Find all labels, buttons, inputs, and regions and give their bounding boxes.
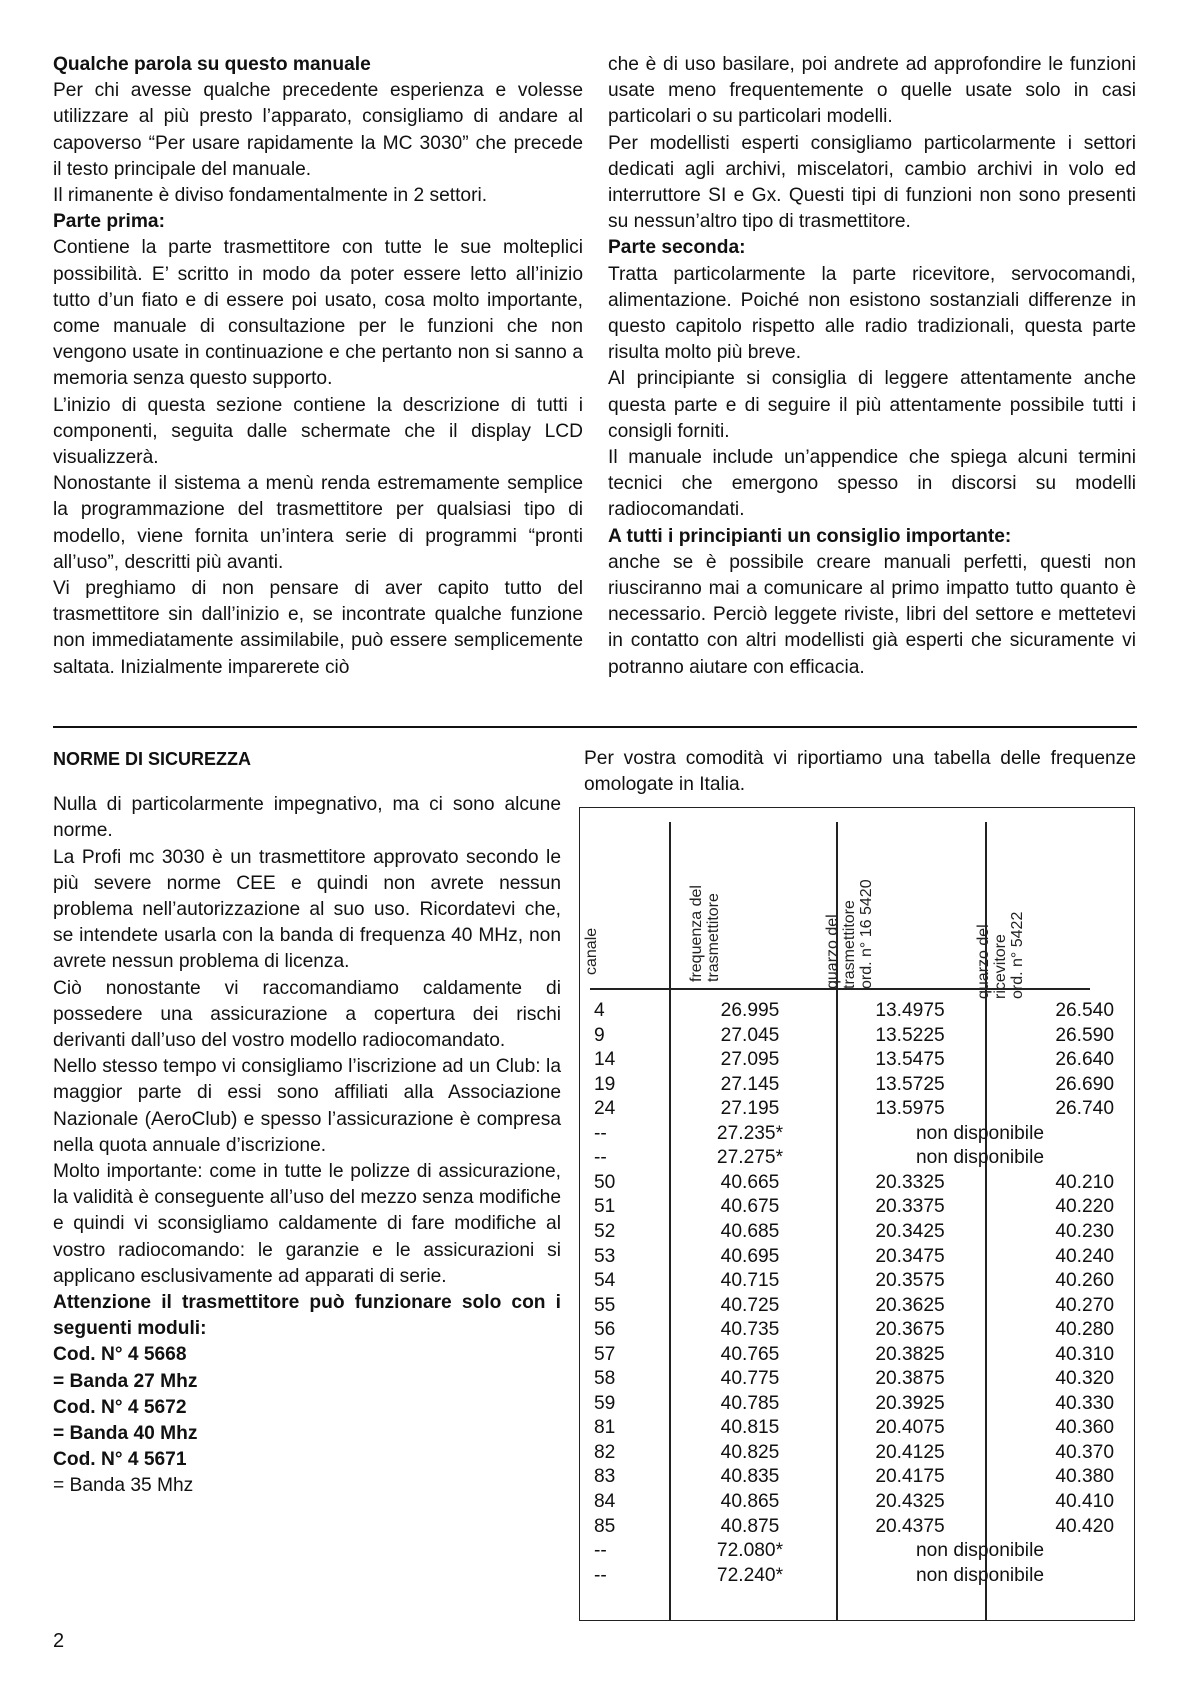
table-row <box>580 1121 1136 1147</box>
table-cell: 40.675 <box>720 1196 780 1218</box>
header-canale: canale <box>583 927 600 975</box>
table-cell: 27.045 <box>720 1024 780 1046</box>
module-code: Cod. N° 4 5672 <box>53 1396 187 1418</box>
table-cell: 20.3575 <box>875 1270 945 1292</box>
module-band: = Banda 35 Mhz <box>53 1475 194 1497</box>
table-cell: 40.240 <box>1055 1245 1114 1267</box>
table-cell: 40.420 <box>1055 1515 1114 1537</box>
table-cell: 20.4125 <box>875 1441 945 1463</box>
part1-paragraph: L’inizio di questa sezione contiene la descrizione di tutti i componenti, seguita dalle schermate che il display LCD visualizzerà. <box>53 394 583 469</box>
table-cell: non disponibile <box>915 1122 1045 1144</box>
frequency-table <box>579 807 1135 1621</box>
table-cell: 40.825 <box>720 1441 780 1463</box>
table-cell: 27.145 <box>720 1073 780 1095</box>
table-cell: 40.230 <box>1055 1220 1114 1242</box>
table-cell: 20.4375 <box>875 1515 945 1537</box>
table-cell: 19 <box>594 1073 616 1095</box>
safety-paragraph: Molto importante: come in tutte le polizze di assicurazione, la validità è conseguente all’uso del mezzo senza modifiche e quindi vi sconsigliamo caldamente di fare modifiche al vostro radiocomando: le garanzie e le assicurazioni si applicano esclusivamente ad apparati di serie. <box>53 1161 561 1287</box>
table-cell: 20.3625 <box>875 1294 945 1316</box>
table-cell: 27.275* <box>716 1147 784 1169</box>
table-cell: 26.690 <box>1055 1073 1114 1095</box>
table-cell: 40.310 <box>1055 1343 1114 1365</box>
module-code: Cod. N° 4 5668 <box>53 1344 187 1366</box>
table-row <box>580 1464 1136 1490</box>
table-cell: 40.210 <box>1055 1171 1114 1193</box>
table-cell: 40.875 <box>720 1515 780 1537</box>
table-cell: 40.270 <box>1055 1294 1114 1316</box>
table-cell: 27.235* <box>716 1122 784 1144</box>
table-cell: non disponibile <box>915 1540 1045 1562</box>
table-cell: 59 <box>594 1392 616 1414</box>
table-row <box>580 1072 1136 1098</box>
part2-heading: Parte seconda: <box>608 237 746 259</box>
module-band: = Banda 40 Mhz <box>53 1423 198 1445</box>
table-row <box>580 1293 1136 1319</box>
table-cell: 40.785 <box>720 1392 780 1414</box>
table-cell: 20.3325 <box>875 1171 945 1193</box>
table-row <box>580 1415 1136 1441</box>
part1-paragraph-continued: che è di uso basilare, poi andrete ad approfondire le funzioni usate meno frequentemente o quelle usate solo in casi particolari o su particolari modelli. <box>608 54 1136 128</box>
table-cell: 26.640 <box>1055 1049 1114 1071</box>
table-cell: 26.740 <box>1055 1098 1114 1120</box>
page-number: 2 <box>53 1630 65 1652</box>
table-cell: 27.095 <box>720 1049 780 1071</box>
intro-column-right <box>608 52 1136 681</box>
table-row <box>580 1514 1136 1540</box>
table-row <box>580 1244 1136 1270</box>
table-row <box>580 1563 1136 1589</box>
table-row <box>580 1219 1136 1245</box>
table-cell: 40.220 <box>1055 1196 1114 1218</box>
table-row <box>580 1489 1136 1515</box>
table-cell: 20.3875 <box>875 1368 945 1390</box>
table-row <box>580 1194 1136 1220</box>
table-row <box>580 1145 1136 1171</box>
table-row <box>580 1538 1136 1564</box>
table-cell: 40.835 <box>720 1466 780 1488</box>
part1-paragraph: Vi preghiamo di non pensare di aver capito tutto del trasmettitore sin dall’inizio e, se incontrate qualche funzione non immediatamente assimilabile, può essere semplicemente saltata. Inizialmente imparerete ciò <box>53 578 583 678</box>
table-cell: 54 <box>594 1270 616 1292</box>
table-cell: 40.685 <box>720 1220 780 1242</box>
safety-section <box>53 746 561 1500</box>
table-cell: 4 <box>594 1000 605 1021</box>
table-cell: -- <box>594 1147 607 1169</box>
table-cell: -- <box>594 1122 607 1144</box>
intro-paragraph: Il rimanente è diviso fondamentalmente in 2 settori. <box>53 185 488 207</box>
table-cell: 20.3825 <box>875 1343 945 1365</box>
section-divider <box>53 726 1137 728</box>
table-cell: 13.5475 <box>875 1049 945 1071</box>
table-row <box>580 1096 1136 1122</box>
table-cell: 40.735 <box>720 1319 780 1341</box>
table-cell: 55 <box>594 1294 616 1316</box>
table-cell: 84 <box>594 1491 616 1512</box>
table-cell: 40.865 <box>720 1491 780 1512</box>
table-cell: 72.080* <box>716 1540 784 1562</box>
table-cell: 27.195 <box>720 1098 780 1120</box>
table-cell: 20.4325 <box>875 1491 945 1512</box>
table-cell: 20.4075 <box>875 1417 945 1439</box>
table-cell: 40.280 <box>1055 1319 1114 1341</box>
table-cell: 20.3375 <box>875 1196 945 1218</box>
table-cell: 24 <box>594 1098 616 1120</box>
part1-paragraph: Per modellisti esperti consigliamo particolarmente i settori dedicati agli archivi, miscelatori, cambio archivi in volo ed interruttore SI e Gx. Questi tipi di funzioni non sono presenti su nessun’altro tipo di trasmettitore. <box>608 132 1136 233</box>
table-cell: 40.330 <box>1055 1392 1114 1414</box>
header-quarzo-trasmettitore: quarzo del trasmettitore ord. n° 16 5420 <box>824 879 875 989</box>
table-intro: Per vostra comodità vi riportiamo una tabella delle frequenze omologate in Italia. <box>584 748 1136 795</box>
table-cell: 20.3675 <box>875 1319 945 1341</box>
safety-paragraph: Nello stesso tempo vi consigliamo l’iscrizione ad un Club: la maggior parte di essi sono affiliati alla Associazione Nazionale (AeroClub) e spesso l’assicurazione è compresa nella quota annuale d’iscrizione. <box>53 1056 561 1156</box>
table-row <box>580 1342 1136 1368</box>
table-cell: non disponibile <box>915 1564 1045 1586</box>
table-cell: 40.775 <box>720 1368 780 1390</box>
table-row <box>580 1317 1136 1343</box>
table-row <box>580 1047 1136 1073</box>
table-cell: 83 <box>594 1466 616 1488</box>
table-row <box>580 1023 1136 1049</box>
table-cell: 40.715 <box>720 1270 780 1292</box>
safety-paragraph: Nulla di particolarmente impegnativo, ma ci sono alcune norme. <box>53 794 561 842</box>
table-cell: 40.320 <box>1055 1368 1114 1390</box>
part2-paragraph: Al principiante si consiglia di leggere attentamente anche questa parte e di seguire il più attentamente possibile tutti i consigli forniti. <box>608 368 1136 442</box>
part1-paragraph: Contiene la parte trasmettitore con tutte le sue molteplici possibilità. E’ scritto in modo da poter essere letto all’inizio tutto d’un fiato e di essere poi usato, cosa molto importante, come manuale di consultazione per le funzioni che non vengono usate in continuazione e che pertanto non si sanno a memoria senza questo supporto. <box>53 237 583 390</box>
part2-paragraph: Il manuale include un’appendice che spiega alcuni termini tecnici che emergono spesso in discorsi su modelli radiocomandati. <box>608 447 1136 521</box>
table-row <box>580 1268 1136 1294</box>
table-cell: 13.5975 <box>875 1098 945 1120</box>
table-cell: -- <box>594 1540 607 1562</box>
advice-heading: A tutti i principianti un consiglio importante: <box>608 525 1012 547</box>
safety-paragraph: La Profi mc 3030 è un trasmettitore approvato secondo le più severe norme CEE e quindi non avrete nessun problema nell’autorizzazione al suo uso. Ricordatevi che, se intendete usarla con la banda di frequenza 40 MHz, non avrete nessun problema di licenza. <box>53 846 561 973</box>
table-cell: 40.665 <box>720 1171 780 1193</box>
header-frequenza: frequenza del trasmettitore <box>688 885 722 982</box>
table-row <box>580 1170 1136 1196</box>
module-code: Cod. N° 4 5671 <box>53 1449 187 1471</box>
table-row <box>580 1391 1136 1417</box>
table-cell: 40.725 <box>720 1294 780 1316</box>
table-cell: 53 <box>594 1245 616 1267</box>
table-cell: 40.360 <box>1055 1417 1114 1439</box>
module-band: = Banda 27 Mhz <box>53 1370 198 1392</box>
table-cell: 56 <box>594 1319 616 1341</box>
table-cell: 72.240* <box>716 1564 784 1586</box>
intro-heading: Qualche parola su questo manuale <box>53 54 371 75</box>
table-cell: 40.260 <box>1055 1270 1114 1292</box>
table-cell: 51 <box>594 1196 616 1218</box>
table-cell: 40.695 <box>720 1245 780 1267</box>
table-row <box>580 1366 1136 1392</box>
table-intro-block <box>584 746 1136 798</box>
table-cell: 58 <box>594 1368 616 1390</box>
header-quarzo-ricevitore: quarzo del ricevitore ord. n° 5422 <box>975 911 1026 999</box>
intro-paragraph: Per chi avesse qualche precedente esperienza e volesse utilizzare al più presto l’apparato, consigliamo di andare al capoverso “Per usare rapidamente la MC 3030” che precede il testo principale del manuale. <box>53 80 583 180</box>
table-cell: 20.4175 <box>875 1466 945 1488</box>
table-cell: 26.590 <box>1055 1024 1114 1046</box>
table-row <box>580 1440 1136 1466</box>
table-cell: 9 <box>594 1024 605 1046</box>
advice-paragraph: anche se è possibile creare manuali perfetti, questi non riusciranno mai a comunicare al primo impatto tutto quanto è necessario. Perciò leggete riviste, libri del settore e mettetevi in contatto con altri modellisti già esperti che sicuramente vi potranno aiutare con efficacia. <box>608 551 1136 678</box>
table-cell: 20.3475 <box>875 1245 945 1267</box>
table-cell: 40.410 <box>1055 1491 1114 1512</box>
table-cell: 81 <box>594 1417 616 1439</box>
part1-heading: Parte prima: <box>53 211 165 233</box>
table-cell: 13.5725 <box>875 1073 945 1095</box>
table-cell: 14 <box>594 1049 616 1071</box>
table-cell: -- <box>594 1564 607 1586</box>
table-cell: 13.5225 <box>875 1024 945 1046</box>
table-cell: 50 <box>594 1171 616 1193</box>
table-cell: 40.370 <box>1055 1441 1114 1463</box>
table-cell: 20.3925 <box>875 1392 945 1414</box>
table-cell: 13.4975 <box>875 1000 945 1021</box>
intro-column-left <box>53 52 583 681</box>
table-cell: 40.380 <box>1055 1466 1114 1488</box>
table-row <box>580 998 1136 1024</box>
table-cell: 26.995 <box>720 1000 780 1021</box>
table-cell: 20.3425 <box>875 1220 945 1242</box>
table-cell: 40.815 <box>720 1417 780 1439</box>
table-cell: 40.765 <box>720 1343 780 1365</box>
safety-title: NORME DI SICUREZZA <box>53 749 251 769</box>
table-cell: 26.540 <box>1055 1000 1114 1021</box>
part1-paragraph: Nonostante il sistema a menù renda estremamente semplice la programmazione del trasmettitore per qualsiasi tipo di modello, viene fornita un’intera serie di programmi “pronti all’uso”, descritti più avanti. <box>53 473 583 573</box>
table-cell: 57 <box>594 1343 616 1365</box>
module-warning: Attenzione il trasmettitore può funzionare solo con i seguenti moduli: <box>53 1292 561 1340</box>
table-cell: 52 <box>594 1220 616 1242</box>
safety-paragraph: Ciò nonostante vi raccomandiamo caldamente di possedere una assicurazione a copertura dei rischi derivanti dall’uso del vostro modello radiocomandato. <box>53 977 561 1052</box>
part2-paragraph: Tratta particolarmente la parte ricevitore, servocomandi, alimentazione. Poiché non esistono sostanziali differenze in questo capitolo rispetto alle radio tradizionali, questa parte risulta molto più breve. <box>608 263 1136 364</box>
table-cell: 85 <box>594 1515 616 1537</box>
table-cell: non disponibile <box>915 1147 1045 1169</box>
table-cell: 82 <box>594 1441 616 1463</box>
